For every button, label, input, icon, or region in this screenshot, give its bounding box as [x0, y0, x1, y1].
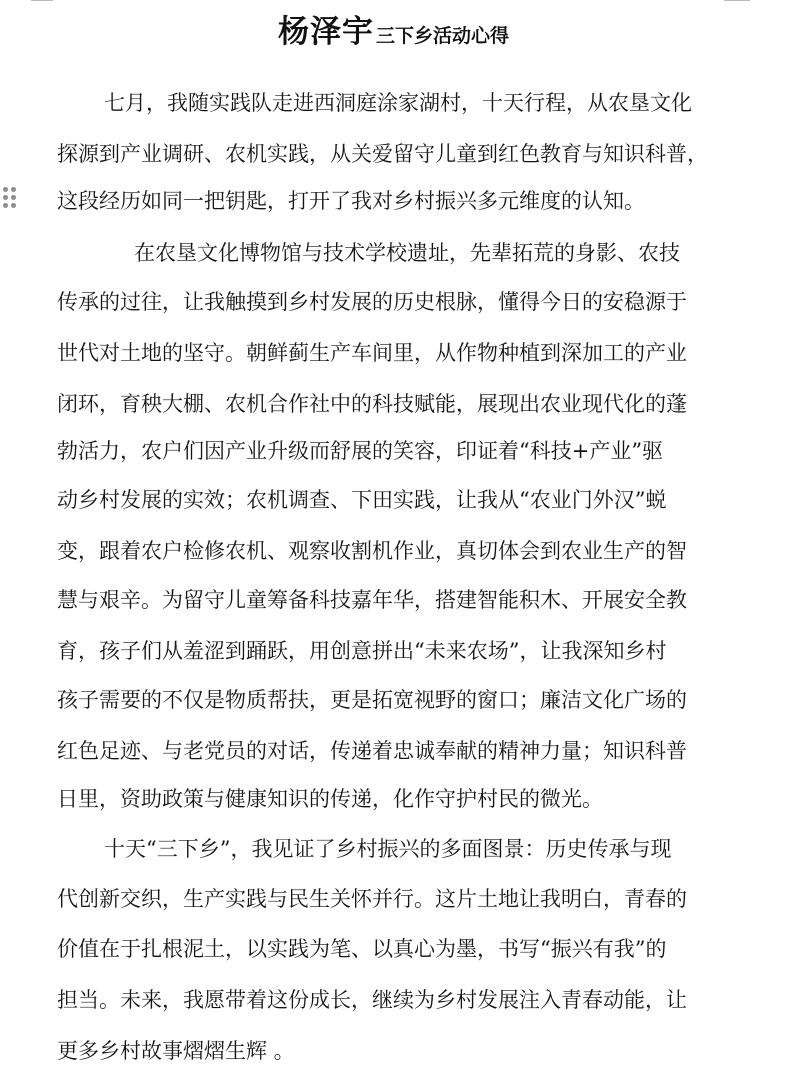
body-line: 在农垦文化博物馆与技术学校遗址，先辈拓荒的身影、农技: [134, 241, 680, 265]
body-line: 勃活力，农户们因产业升级而舒展的笑容，印证着“科技+产业”驱: [57, 439, 664, 463]
body-line: 七月，我随实践队走进西洞庭涂家湖村，十天行程，从农垦文化: [104, 91, 692, 115]
body-line: 价值在于扎根泥土，以实践为笔、以真心为墨，书写“振兴有我”的: [57, 937, 667, 961]
body-line: 传承的过往，让我触摸到乡村发展的历史根脉，懂得今日的安稳源于: [57, 290, 687, 314]
body-line: 动乡村发展的实效；农机调查、下田实践，让我从“农业门外汉”蜕: [57, 488, 667, 512]
body-line: 世代对土地的坚守。朝鲜蓟生产车间里，从作物种植到深加工的产业: [57, 341, 687, 365]
body-line: 红色足迹、与老党员的对话，传递着忠诚奉献的精神力量；知识科普: [57, 739, 687, 763]
page-corner-mark-left: [31, 0, 53, 1]
body-line: 探源到产业调研、农机实践，从关爱留守儿童到红色教育与知识科普，: [57, 142, 708, 166]
body-line: 日里，资助政策与健康知识的传递，化作守护村民的微光。: [57, 787, 603, 811]
body-line: 十天“三下乡”，我见证了乡村振兴的多面图景：历史传承与现: [104, 837, 672, 861]
title-subtitle: 三下乡活动心得: [375, 25, 509, 47]
body-line: 孩子需要的不仅是物质帮扶，更是拓宽视野的窗口；廉洁文化广场的: [57, 688, 687, 712]
author-name: 杨泽宇: [277, 14, 374, 50]
document-title: [0, 6, 787, 51]
body-line: 育，孩子们从羞涩到踊跃，用创意拼出“未来农场”，让我深知乡村: [57, 639, 667, 663]
body-line: 变，跟着农户检修农机、观察收割机作业，真切体会到农业生产的智: [57, 539, 687, 563]
body-line: 这段经历如同一把钥匙，打开了我对乡村振兴多元维度的认知。: [57, 189, 645, 213]
page-corner-mark-right: [724, 0, 750, 1]
body-line: 代创新交织，生产实践与民生关怀并行。这片土地让我明白，青春的: [57, 887, 687, 911]
body-line: 慧与艰辛。为留守儿童筹备科技嘉年华，搭建智能积木、开展安全教: [57, 588, 687, 612]
body-line: 更多乡村故事熠熠生辉 。: [57, 1039, 295, 1063]
body-line: 闭环，育秧大棚、农机合作社中的科技赋能，展现出农业现代化的蓬: [57, 392, 687, 416]
body-line: 担当。未来，我愿带着这份成长，继续为乡村发展注入青春动能，让: [57, 988, 687, 1012]
